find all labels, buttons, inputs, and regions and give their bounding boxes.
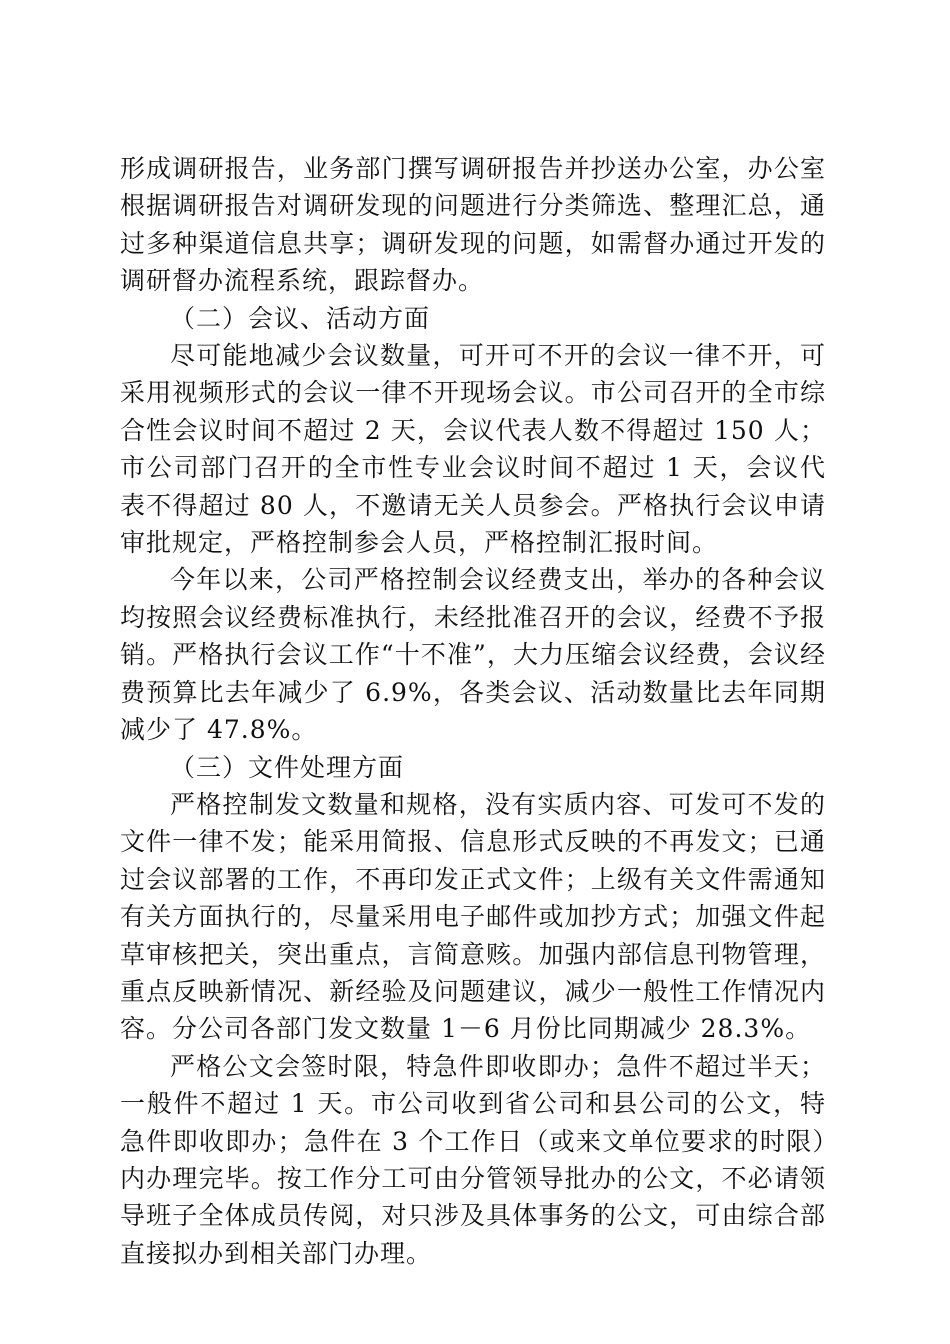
section-heading-meetings: （二）会议、活动方面 [170,303,431,333]
paragraph-continuation: 形成调研报告，业务部门撰写调研报告并抄送办公室，办公室根据调研报告对调研发现的问题进行分类筛选、整理汇总，通过多种渠道信息共享；调研发现的问题，如需督办通过开发的调研督办流程系统，跟踪督办。 [120,154,826,296]
paragraph-document-timelimits: 严格公文会签时限，特急件即收即办；急件不超过半天；一般件不超过 1 天。市公司收到省公司和县公司的公文，特急件即收即办；急件在 3 个工作日（或来文单位要求的时限）内办理完毕。按工作分工可由分管领导批办的公文，不必请领导班子全体成员传阅，对只涉及具体事务的公文，可由综合部直接拟办到相关部门办理。 [120,1051,826,1268]
paragraph-document-control: 严格控制发文数量和规格，没有实质内容、可发可不发的文件一律不发；能采用简报、信息形式反映的不再发文；已通过会议部署的工作，不再印发正式文件；上级有关文件需通知有关方面执行的，尽量采用电子邮件或加抄方式；加强文件起草审核把关，突出重点，言简意赅。加强内部信息刊物管理，重点反映新情况、新经验及问题建议，减少一般性工作情况内容。分公司各部门发文数量 1－6 月份比同期减少 28.3%。 [120,789,826,1044]
document-page [120,150,826,1272]
paragraph-meeting-reduction: 尽可能地减少会议数量，可开可不开的会议一律不开，可采用视频形式的会议一律不开现场会议。市公司召开的全市综合性会议时间不超过 2 天，会议代表人数不得超过 150 人；市公司部门召开的全市性专业会议时间不超过 1 天，会议代表不得超过 80 人，不邀请无关人员参会。严格执行会议申请审批规定，严格控制参会人员，严格控制汇报时间。 [120,341,826,558]
section-heading-documents: （三）文件处理方面 [170,752,405,782]
paragraph-meeting-expenses: 今年以来，公司严格控制会议经费支出，举办的各种会议均按照会议经费标准执行，未经批准召开的会议，经费不予报销。严格执行会议工作“十不准”，大力压缩会议经费，会议经费预算比去年减少了 6.9%，各类会议、活动数量比去年同期减少了 47.8%。 [120,565,826,745]
